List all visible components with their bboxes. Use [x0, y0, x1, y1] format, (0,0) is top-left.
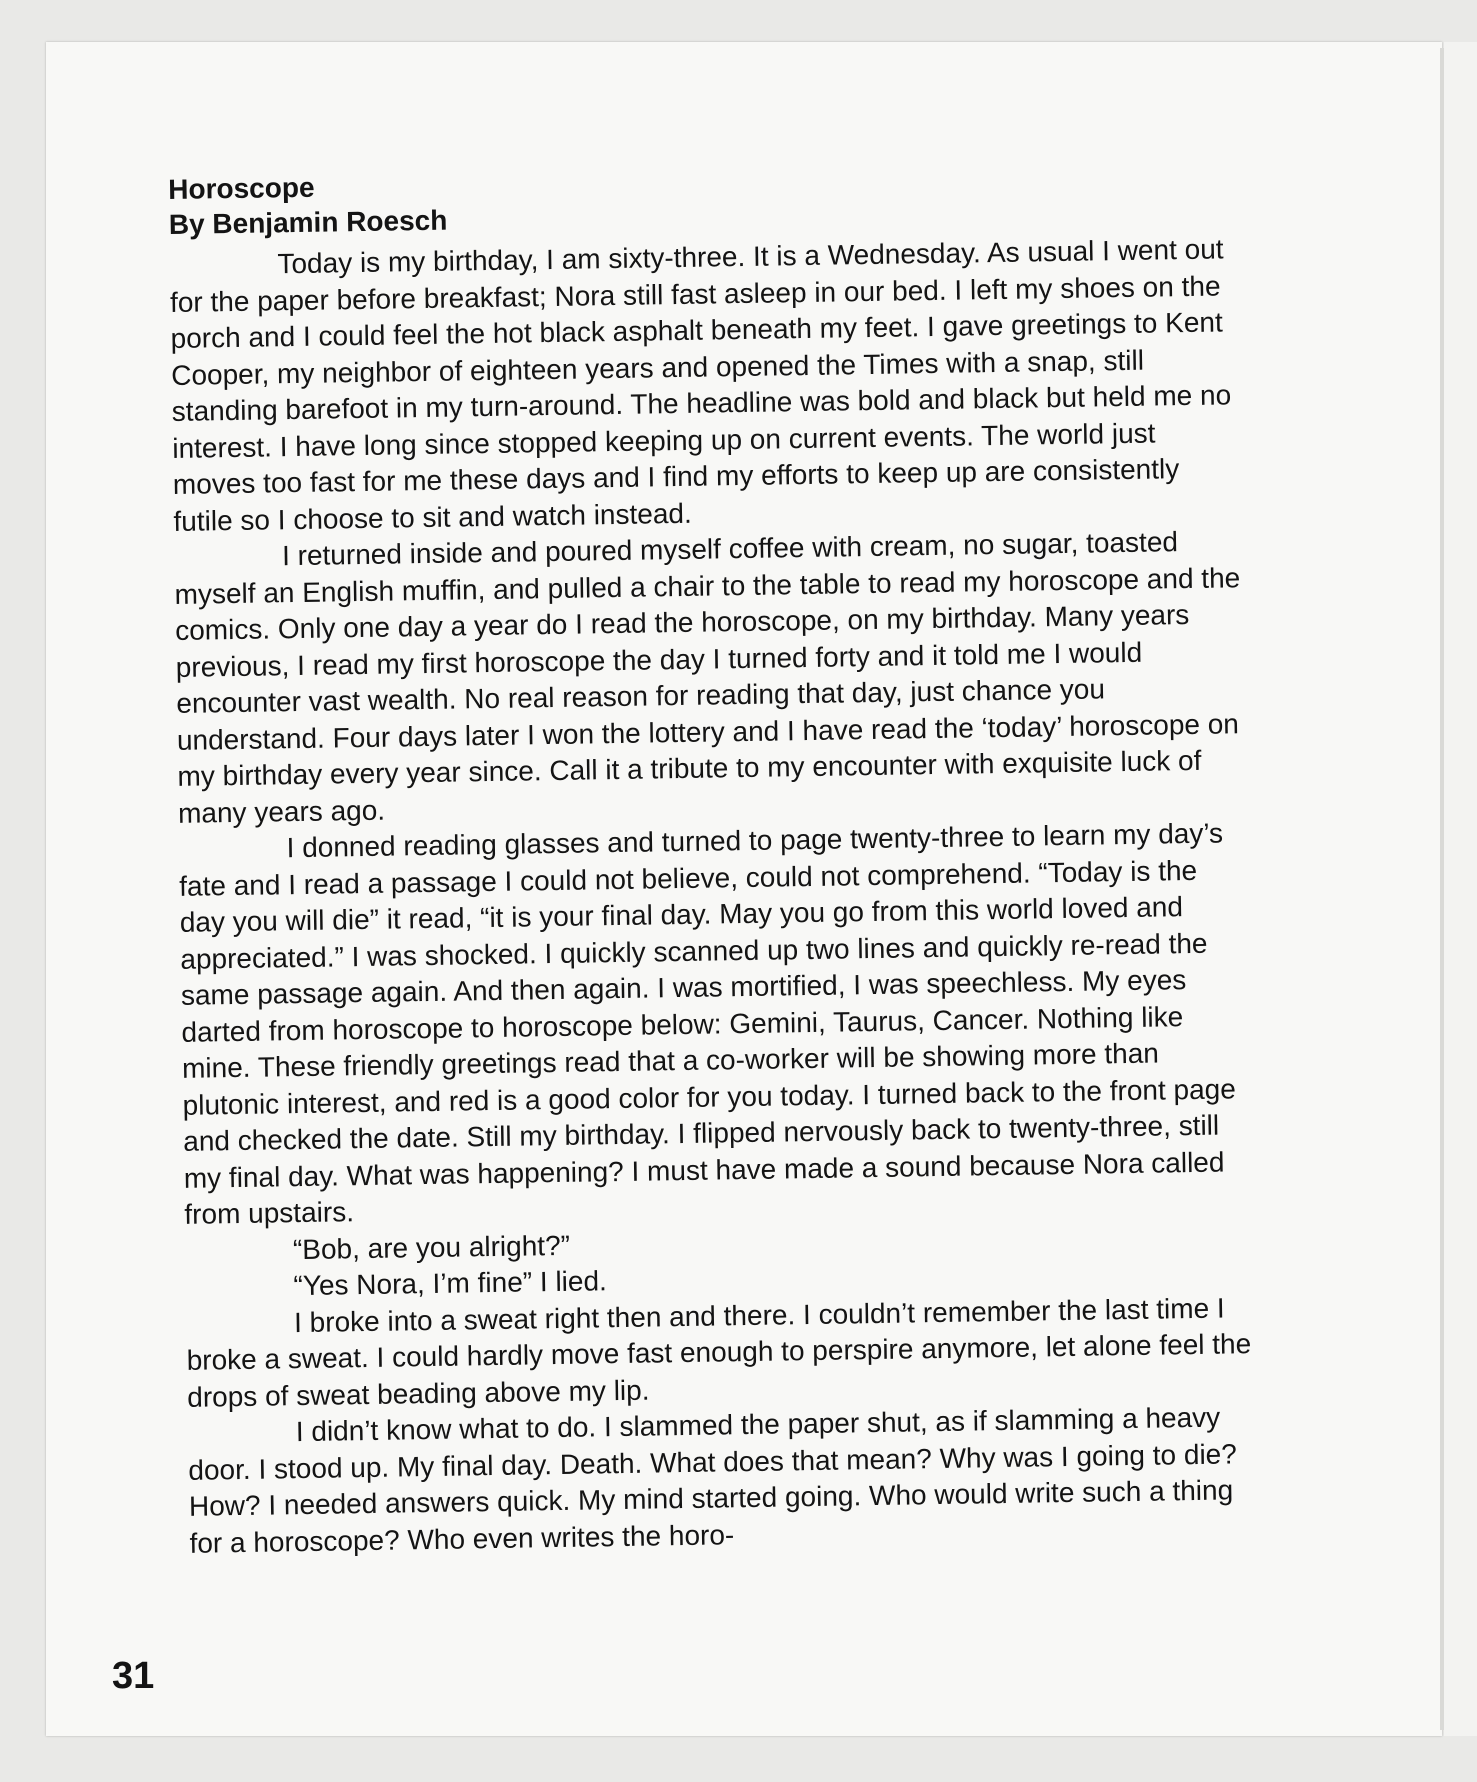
paragraph: I didn’t know what to do. I slammed the paper shut, as if slamming a heavy door. I stood up. My final day. Death. What does that mean? Why was I going to die? How? I needed answers quick. My mind started going. Who would write such a thing for a horoscope? Who even writes the horo- [188, 1401, 1238, 1559]
story-content [168, 155, 1260, 1562]
next-page-edge [1444, 42, 1477, 1736]
dialogue-line: “Yes Nora, I’m fine” I lied. [293, 1265, 608, 1302]
paragraph: I donned reading glasses and turned to page twenty-three to learn my day’s fate and I read a passage I could not believe, could not comprehend. “Today is the day you will die” it read, “it is your final day. May you go from this world loved and appreciated.” I was shocked. I quickly scanned up two lines and quickly re-read the same passage again. And then again. I was mortified, I was speechless. My eyes darted from horoscope to horoscope below: Gemini, Taurus, Cancer. Nothing like mine. These friendly greetings read that a co-worker will be showing more than plutonic interest, and red is a good color for you today. I turned back to the front page and checked the date. Still my birthday. I flipped nervously back to twenty-three, still my final day. What was happening? I must have made a sound because Nora called from upstairs. [178, 817, 1237, 1230]
paragraph: Today is my birthday, I am sixty-three. It is a Wednesday. As usual I went out for the paper before breakfast; Nora still fast asleep in our bed. I left my shoes on the porch and I could feel the hot black asphalt beneath my feet. I gave greetings to Kent Cooper, my neighbor of eighteen years and opened the Times with a snap, still standing barefoot in my turn-around. The headline was bold and black but held me no interest. I have long since stopped keeping up on current events. The world just moves too fast for me these days and I find my efforts to keep up are consistently futile so I choose to sit and watch instead. [169, 233, 1232, 537]
story-body [169, 231, 1260, 1562]
paragraph: I broke into a sweat right then and there. I couldn’t remember the last time I broke a sweat. I could hardly move fast enough to perspire anymore, let alone feel the drops of sweat beading above my lip. [186, 1292, 1252, 1413]
page-number: 31 [112, 1655, 155, 1697]
story-byline: By Benjamin Roesch [168, 204, 448, 240]
paragraph: I returned inside and poured myself coffee with cream, no sugar, toasted myself an English muffin, and pulled a chair to the table to read my horoscope and the comics. Only one day a year do I read the horoscope, on my birthday. Many years previous, I read my first horoscope the day I turned forty and it told me I would encounter vast wealth. No real reason for reading that day, just chance you understand. Four days later I won the lottery and I have read the ‘today’ horoscope on my birthday every year since. Call it a tribute to my encounter with exquisite luck of many years ago. [174, 526, 1241, 829]
dialogue-line: “Bob, are you alright?” [292, 1229, 571, 1265]
story-title: Horoscope [168, 171, 315, 205]
